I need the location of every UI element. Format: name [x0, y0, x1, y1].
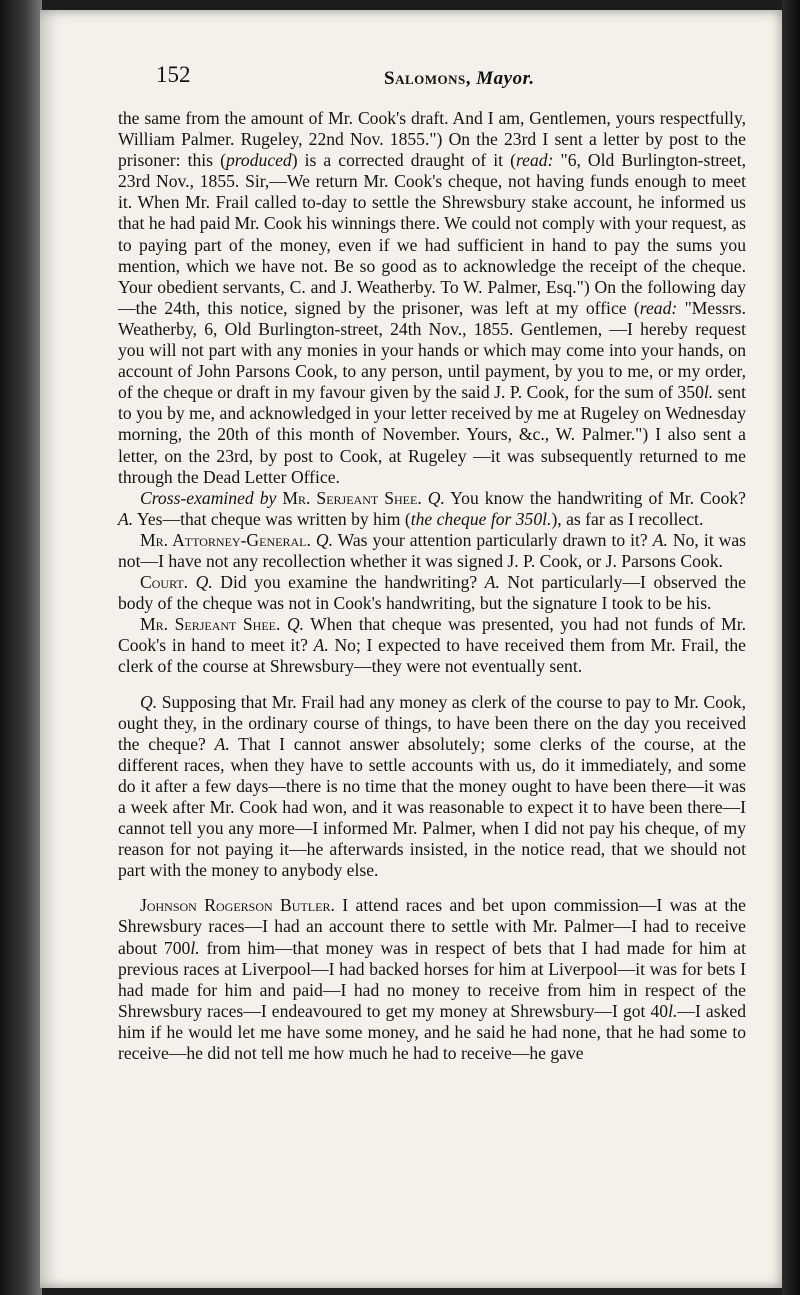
- text-run: l.: [703, 382, 714, 403]
- text-run: ) is a corrected draught of it (: [291, 150, 516, 171]
- text-run: Mr. Serjeant Shee.: [282, 487, 422, 508]
- paragraph: [118, 488, 746, 530]
- text-run: Did you examine the handwriting?: [212, 572, 485, 593]
- text-run: by: [253, 487, 283, 508]
- text-run: the same from the amount of Mr. Cook's draft. And I am, Gentlemen, yours respectfully, William Palmer. Rugeley, 22nd Nov. 1855.") On the 23rd I sent a letter by post to the prisoner: this (: [118, 108, 746, 171]
- book-edge-shadow: [782, 0, 800, 1295]
- text-run: A.: [214, 733, 230, 754]
- paragraph: [118, 108, 746, 488]
- text-run: Not particularly—I observed the body of the cheque was not in Cook's handwriting, but the signature I took to be his.: [118, 572, 746, 614]
- paragraph: [118, 692, 746, 882]
- running-title-role: Mayor.: [476, 68, 535, 89]
- text-run: Q.: [286, 614, 305, 635]
- page-header: [108, 52, 758, 92]
- text-run: A.: [652, 529, 668, 550]
- text-run: [188, 572, 196, 592]
- text-run: the cheque for 350l.: [410, 508, 552, 529]
- text-run: A.: [118, 508, 134, 529]
- text-run: Cross-examined: [140, 487, 254, 508]
- text-run: from him—that money was in respect of bets that I had made for him at previous races at Liverpool—I had backed horses for him at Liverpool—it was for bets I had made for him and paid—I had no money to receive from him in respect of the Shrewsbury races—I endeavoured to get my money at Shrewsbury—I got 40: [118, 937, 746, 1021]
- paragraph: [118, 614, 746, 677]
- text-run: A.: [484, 572, 500, 593]
- text-run: "Messrs. Weatherby, 6, Old Burlington-street, 24th Nov., 1855. Gentlemen, —I hereby request you will not part with any monies in your hands or which may come into your hands, on account of John Parsons Cook, to any person, until payment, by you to me, or my order, of the cheque or draft in my favour given by the said J. P. Cook, for the sum of 350: [118, 297, 746, 403]
- text-run: l.: [190, 937, 200, 958]
- text-run: Q.: [427, 487, 445, 508]
- text-run: ), as far as I recollect.: [551, 508, 704, 529]
- text-run: read:: [515, 150, 554, 171]
- text-run: When that cheque was presented, you had not funds of Mr. Cook's in hand to meet it?: [118, 614, 747, 656]
- text-run: Q.: [315, 529, 333, 550]
- text-run: produced: [225, 150, 292, 171]
- paragraph: [118, 530, 746, 572]
- text-run: No; I expected to have received them from Mr. Frail, the clerk of the course at Shrewsbury—they were not eventually sent.: [118, 635, 746, 677]
- text-run: Yes—that cheque was written by him (: [133, 508, 411, 529]
- text-run: l.: [668, 1000, 678, 1021]
- book-gutter-shadow: [0, 0, 42, 1295]
- text-run: A.: [313, 635, 329, 656]
- text-run: That I cannot answer absolutely; some clerks of the course, at the different races, when they have to settle accounts with us, do it immediately, and some do it after a few days—there is no time that the money ought to have been there—it was a week after Mr. Cook had won, and it was reasonable to expect it to have been there—I cannot tell you any more—I informed Mr. Palmer, when I did not pay his cheque, of my reason for not paying it—he afterwards insisted, in the notice read, that we should not part with the money to anybody else.: [118, 733, 746, 881]
- text-run: read:: [639, 297, 678, 318]
- body-text: [118, 108, 746, 1064]
- paragraph: [118, 895, 746, 1064]
- text-run: —I asked him if he would let me have some money, and he said he had none, that he had some to receive—he did not tell me how much he had to receive—he gave: [118, 1000, 746, 1064]
- text-run: Q.: [195, 572, 213, 593]
- text-run: You know the handwriting of Mr. Cook?: [444, 487, 746, 508]
- running-title-name: Salomons,: [384, 68, 471, 89]
- page-number: 152: [156, 62, 191, 87]
- text-run: Johnson Rogerson Butler.: [140, 895, 335, 916]
- text-run: Was your attention particularly drawn to it?: [332, 529, 653, 550]
- text-run: Supposing that Mr. Frail had any money as clerk of the course to pay to Mr. Cook, ought they, in the ordinary course of things, to have been there on the day you received the cheque?: [118, 691, 746, 754]
- text-run: Mr. Attorney-General.: [140, 529, 311, 550]
- text-run: "6, Old Burlington-street, 23rd Nov., 1855. Sir,—We return Mr. Cook's cheque, not having funds enough to meet it. When Mr. Frail called to-day to settle the Shrewsbury stake account, he informed us that he had paid Mr. Cook his winnings there. We could not comply with your request, as to paying part of the money, even if we had sufficient in hand to pay the sums you mention, which we have not. Be so good as to acknowledge the receipt of the cheque. Your obedient servants, C. and J. Weatherby. To W. Palmer, Esq.") On the following day—the 24th, this notice, signed by the prisoner, was left at my office (: [118, 150, 746, 318]
- text-run: Q.: [140, 691, 158, 712]
- text-run: Mr. Serjeant Shee.: [140, 614, 281, 635]
- paragraph: [118, 572, 746, 614]
- text-run: No, it was not—I have not any recollection whether it was signed J. P. Cook, or J. Parsons Cook.: [118, 529, 746, 571]
- text-run: I attend races and bet upon commission—I was at the Shrewsbury races—I had an account there to settle with Mr. Palmer—I had to receive about 700: [118, 895, 746, 958]
- text-run: sent to you by me, and acknowledged in your letter received by me at Rugeley on Wednesday morning, the 20th of this month of November. Yours, &c., W. Palmer.") I also sent a letter, on the 23rd, by post to Cook, at Rugeley —it was subsequently returned to me through the Dead Letter Office.: [118, 382, 746, 487]
- running-title: [384, 68, 535, 90]
- text-run: Court.: [140, 572, 189, 593]
